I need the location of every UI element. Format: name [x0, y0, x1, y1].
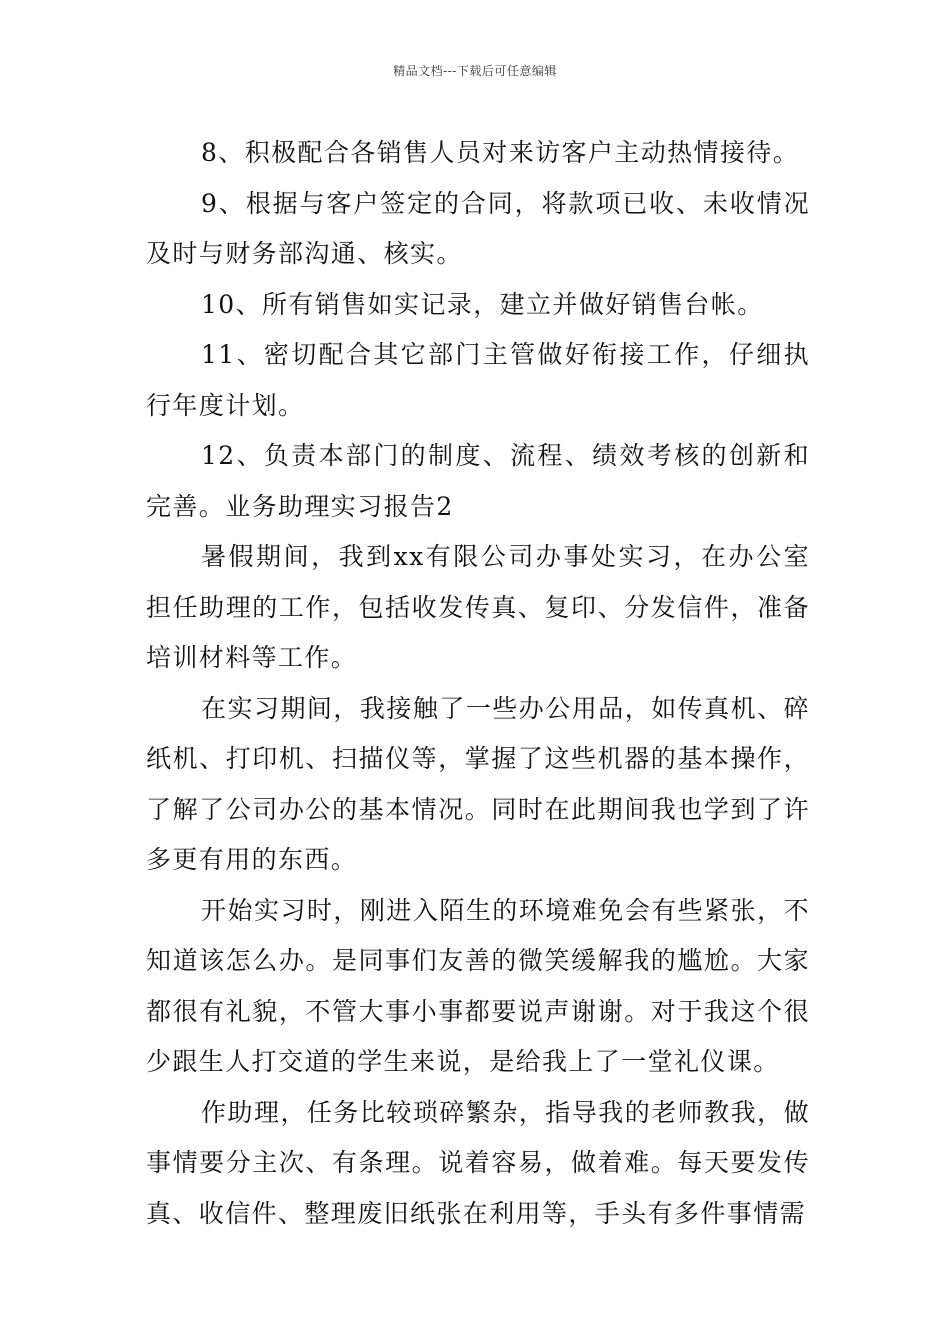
page-header: 精品文档---下载后可任意编辑 [393, 64, 557, 78]
paragraph-item-11: 11、密切配合其它部门主管做好衔接工作，仔细执行年度计划。 [146, 340, 810, 420]
paragraph-item-8: 8、积极配合各销售人员对来访客户主动热情接待。 [201, 138, 800, 167]
paragraph-starting-internship: 开始实习时，刚进入陌生的环境难免会有些紧张，不知道该怎么办。是同事们友善的微笑缓解我的尴尬。大家都很有礼貌，不管大事小事都要说声谢谢。对于我这个很少跟生人打交道的学生来说，是给我上了一堂礼仪课。 [146, 895, 810, 1076]
paragraph-item-12: 12、负责本部门的制度、流程、绩效考核的创新和完善。业务助理实习报告2 [146, 441, 810, 521]
paragraph-office-equipment: 在实习期间，我接触了一些办公用品，如传真机、碎纸机、打印机、扫描仪等，掌握了这些机器的基本操作，了解了公司办公的基本情况。同时在此期间我也学到了许多更有用的东西。 [146, 693, 810, 874]
paragraph-assistant-tasks: 作助理，任务比较琐碎繁杂，指导我的老师教我，做事情要分主次、有条理。说着容易，做着难。每天要发传真、收信件、整理废旧纸张在利用等，手头有多件事情需 [146, 1097, 810, 1228]
document-body [146, 128, 810, 1239]
paragraph-item-10: 10、所有销售如实记录，建立并做好销售台帐。 [201, 289, 764, 319]
paragraph-internship-intro: 暑假期间，我到xx有限公司办事处实习，在办公室担任助理的工作，包括收发传真、复印、分发信件，准备培训材料等工作。 [146, 542, 810, 672]
paragraph-item-9: 9、根据与客户签定的合同，将款项已收、未收情况及时与财务部沟通、核实。 [146, 188, 810, 268]
